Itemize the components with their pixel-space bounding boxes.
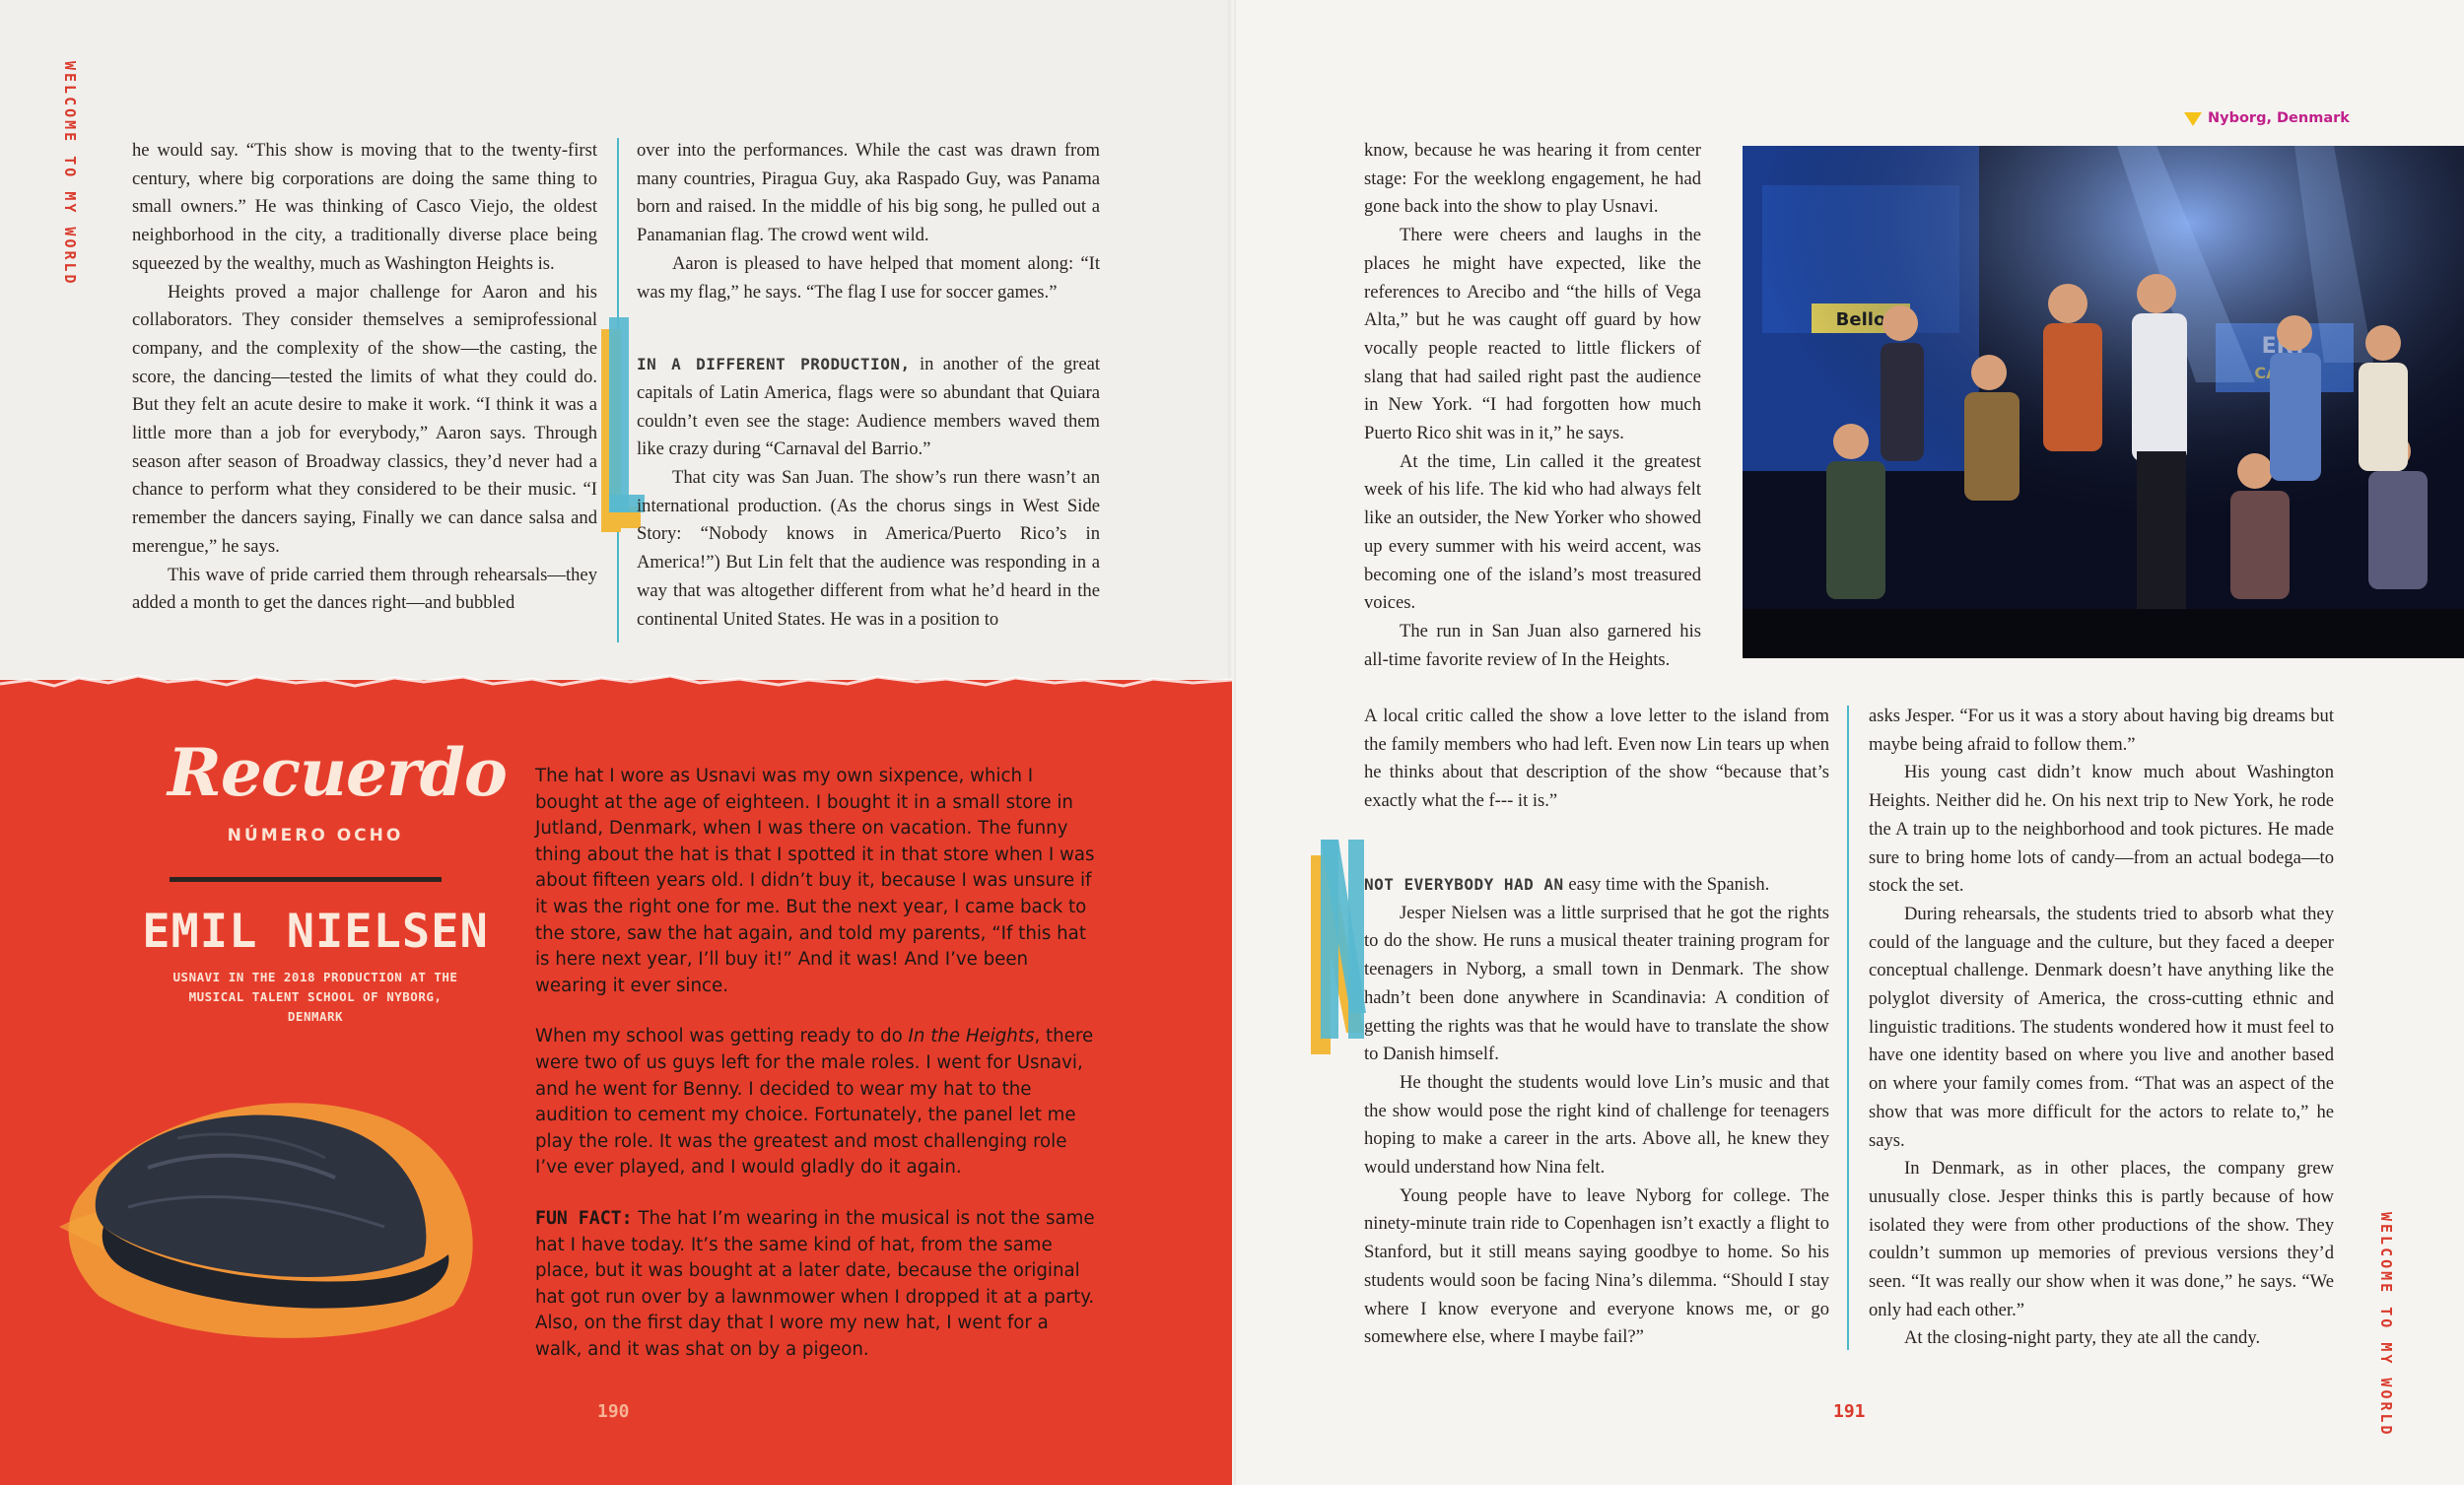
paragraph: That city was San Juan. The show’s run there wasn’t an international production. (As the chorus sings in West Side Story: “Nobody knows in America/Puerto Rico’s in America!”) But Lin felt that the audience was responding in a way that was altogether different from what he’d heard in the continental United States. He was in a position to xyxy=(637,467,1100,630)
paragraph: At the time, Lin called it the greatest week of his life. The kid who had always felt like an outsider, the New Yorker who showed up every summer with his weird accent, was becoming one of the island’s most treasured voices. xyxy=(1364,450,1701,614)
recuerdo-role: USNAVI IN THE 2018 PRODUCTION AT THE MUSICAL TALENT SCHOOL OF NYBORG, DENMARK xyxy=(172,970,458,1024)
page-number-left: 190 xyxy=(597,1401,630,1422)
paragraph: know, because he was hearing it from center stage: For the weeklong engagement, he had gone back into the show to play Usnavi. xyxy=(1364,140,1701,218)
recuerdo-name: EMIL NIELSEN xyxy=(142,905,489,959)
paragraph: This wave of pride carried them through rehearsals—they added a month to get the dances right—and bubbled xyxy=(132,564,597,614)
recuerdo-subtitle: NÚMERO OCHO xyxy=(227,826,404,845)
recuerdo-paragraph: The hat I wore as Usnavi was my own sixpence, which I bought at the age of eighteen. I bought it in a small store in Jutland, Denmark, when I was there on vacation. The funny thing about the hat is that I spotted it in that store when I was about fifteen years old. I didn’t buy it, because I was unsure if it was the right one for me. But the next year, I came back to the store, saw the hat again, and told my parents, “If this hat is here next year, I’ll buy it!” And it was! And I’ve been wearing it ever since. xyxy=(535,766,1095,996)
photo-location: Nyborg, Denmark xyxy=(2208,110,2350,126)
paragraph: The run in San Juan also garnered his all-time favorite review of In the Heights. xyxy=(1364,620,1701,670)
recuerdo-title: Recuerdo xyxy=(168,734,507,811)
run-in-heading: IN A DIFFERENT PRODUCTION, xyxy=(637,355,911,374)
recuerdo-paragraph xyxy=(535,1206,1099,1364)
paragraph: There were cheers and laughs in the places he might have expected, like the references to Arecibo and “the hills of Vega Alta,” but he was caught off guard by how vocally people reacted to little flickers of slang that had sailed right past the audience in New York. “I had forgotten how much Puerto Rico shit was in it,” he says. xyxy=(1364,225,1701,444)
paragraph: asks Jesper. “For us it was a story about having big dreams but maybe being afraid to follow them.” xyxy=(1869,706,2334,755)
flat-cap-icon xyxy=(59,1059,503,1355)
paragraph-text: easy time with the Spanish. xyxy=(1568,874,1770,895)
stage-scene-image xyxy=(1743,146,2464,658)
left-side-tab: WELCOME TO MY WORLD xyxy=(61,61,79,287)
recuerdo-text xyxy=(535,764,1099,1387)
left-column-2 xyxy=(637,137,1100,634)
right-column-2 xyxy=(1869,703,2334,1353)
location-marker-icon xyxy=(2184,112,2202,126)
run-in-heading: NOT EVERYBODY HAD AN xyxy=(1364,875,1564,894)
text-span: The hat I’m wearing in the musical is not the same hat I have today. It’s the same kind of hat, from the same place, but it was bought at a later date, because the original hat got run over by a lawnmower when I dropped it at a party. Also, on the first day that I wore my new hat, I went for a walk, and it was shat on by a pigeon. xyxy=(535,1207,1095,1360)
paragraph: Aaron is pleased to have helped that moment along: “It was my flag,” he says. “The flag I use for soccer games.” xyxy=(637,252,1100,303)
paragraph: A local critic called the show a love letter to the island from the family members who had left. Even now Lin tears up when he thinks about that description of the show “because that’s exactly what the f--- it is.” xyxy=(1364,706,1829,812)
column-rule xyxy=(1847,706,1849,1350)
paragraph: Young people have to leave Nyborg for college. The ninety-minute train ride to Copenhagen isn’t exactly a flight to Stanford, but it still means saying goodbye to home. So his students would soon be facing Nina’s dilemma. “Should I stay where I know everyone and everyone knows me, or go somewhere else, where I maybe fail?” xyxy=(1364,1184,1829,1348)
paragraph: he would say. “This show is moving that to the twenty-first century, where big corporations are doing the same thing to small owners.” He was thinking of Casco Viejo, the oldest neighborhood in the city, a traditionally diverse place being squeezed by the wealthy, much as Washington Heights is. xyxy=(132,140,597,274)
paragraph: In Denmark, as in other places, the company grew unusually close. Jesper thinks this is partly because of how isolated they were from other productions of the show. They couldn’t summon up memories of previous versions they’d seen. “It was really our show when it was done,” he says. “We only had each other.” xyxy=(1869,1158,2334,1320)
left-column-1 xyxy=(132,137,597,618)
paragraph: Jesper Nielsen was a little surprised that he got the rights to do the show. He runs a musical theater training program for teenagers in Nyborg, a small town in Denmark. The show hadn’t been done anywhere in Scandinavia: A condition of getting the rights was that he would have to translate the show to Danish himself. xyxy=(1364,902,1829,1065)
paragraph: At the closing-night party, they ate all the candy. xyxy=(1904,1327,2261,1349)
production-photo xyxy=(1743,146,2464,658)
paragraph xyxy=(1364,871,1829,900)
fun-fact-label: FUN FACT: xyxy=(535,1207,633,1229)
paragraph: His young cast didn’t know much about Washington Heights. Neither did he. On his next trip to New York, he rode the A train up to the neighborhood and took pictures. He made sure to bring home lots of candy—from an actual bodega—to stock the set. xyxy=(1869,762,2334,897)
right-column-1-bottom xyxy=(1364,871,1829,1352)
paragraph: over into the performances. While the cast was drawn from many countries, Piragua Guy, aka Raspado Guy, was Panama born and raised. In the middle of his big song, he pulled out a Panamanian flag. The crowd went wild. xyxy=(637,140,1100,246)
page-number-right: 191 xyxy=(1833,1401,1866,1422)
right-side-tab: WELCOME TO MY WORLD xyxy=(2377,1212,2395,1438)
dropcap-N-icon xyxy=(1307,836,1366,1058)
right-column-1-top xyxy=(1364,137,1701,674)
recuerdo-paragraph xyxy=(535,1024,1099,1181)
recuerdo-divider xyxy=(170,877,442,882)
paragraph: Heights proved a major challenge for Aaron and his collaborators. They consider themselves a semiprofessional company, and the complexity of the show—the casting, the score, the dancing—tested the limits of what they could do. But they felt an acute desire to make it work. “I think it was a little more than a job for everybody,” Aaron says. Through season after season of Broadway classics, they’d never had a chance to perform what they considered to be their music. “I remember the dancers saying, Finally we can dance salsa and merengue,” he says. xyxy=(132,281,597,557)
show-title: In the Heights xyxy=(908,1026,1035,1047)
text-span: , there were two of us guys left for the male roles. I went for Usnavi, and he went for Benny. I decided to wear my hat to the audition to cement my choice. Fortunately, the panel let me play the role. It was the greatest and most challenging role I’ve ever played, and I would gladly do it again. xyxy=(535,1026,1094,1179)
torn-paper-edge xyxy=(0,662,1232,702)
text-span: When my school was getting ready to do xyxy=(535,1026,909,1047)
right-column-1-wide xyxy=(1364,703,1829,816)
paragraph: During rehearsals, the students tried to absorb what they could of the language and the culture, but they faced a deeper conceptual challenge. Denmark doesn’t have anything like the polyglot diversity of America, the cross-cutting ethnic and linguistic traditions. The students wondered how it must feel to have one identity based on where you live and another based on where your family comes from. “That was an aspect of the show that was more difficult for the actors to relate to,” he says. xyxy=(1869,903,2334,1151)
paragraph xyxy=(637,351,1100,464)
paragraph: He thought the students would love Lin’s music and that the show would pose the right kind of challenge for teenagers hoping to make a career in the arts. Above all, he knew they would understand how Nina felt. xyxy=(1364,1071,1829,1179)
paragraph-text: in another of the great capitals of Latin America, flags were so abundant that Quiara couldn’t even see the stage: Audience members waved them like crazy during “Carnaval del Barrio.” xyxy=(637,354,1100,460)
